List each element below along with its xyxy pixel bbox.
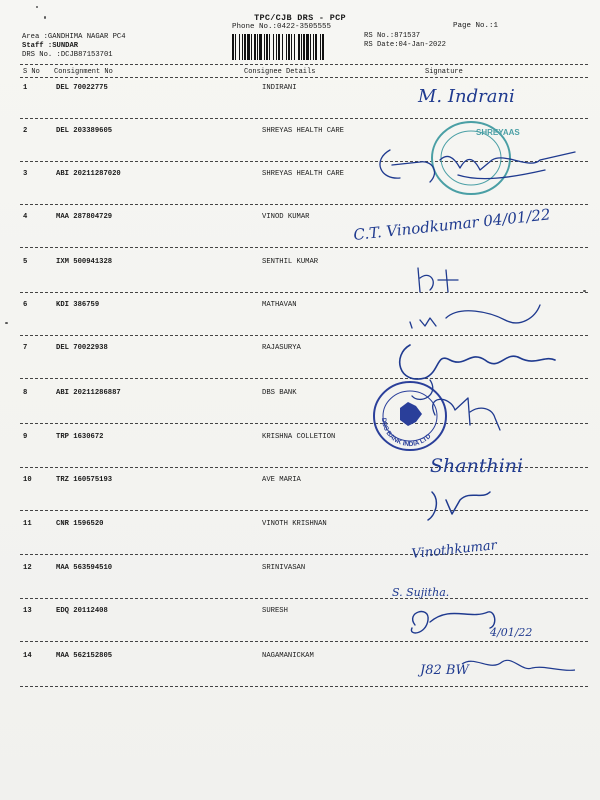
- signature-text-12: S. Sujitha.: [392, 586, 450, 599]
- barcode-bar: [235, 34, 236, 60]
- consignee-name: KRISHNA COLLETION: [262, 433, 336, 441]
- consignee-name: SHREYAS HEALTH CARE: [262, 170, 344, 178]
- table-row: [0, 344, 600, 358]
- consignee-name: NAGAMANICKAM: [262, 652, 314, 660]
- consignment-number: MAA 562152805: [56, 652, 113, 660]
- barcode-bar: [269, 34, 270, 60]
- staff-label: Staff :: [22, 42, 53, 50]
- staff-name: SUNDAR: [52, 42, 79, 50]
- consignment-number: TRZ 160575193: [56, 476, 113, 484]
- table-row: [0, 127, 600, 141]
- row-divider: [20, 378, 588, 379]
- barcode-bar: [310, 34, 311, 60]
- consignment-number: KDI 386759: [56, 301, 100, 309]
- barcode-bar: [244, 34, 246, 60]
- row-divider: [20, 641, 588, 642]
- rs-number: RS No.:871537: [364, 32, 421, 40]
- rs-date: RS Date:04-Jan-2022: [364, 41, 446, 49]
- column-header-consignee: Consignee Details: [244, 68, 316, 76]
- table-row: [0, 389, 600, 403]
- signature-text-4: C.T. Vinodkumar 04/01/22: [352, 205, 552, 244]
- table-row: [0, 213, 600, 227]
- consignment-number: MAA 563594510: [56, 564, 113, 572]
- divider: [20, 77, 588, 78]
- page-number: Page No.:1: [453, 22, 499, 30]
- barcode-bar: [320, 34, 321, 60]
- consignment-number: ABI 20211286887: [56, 389, 121, 397]
- scan-speck: [44, 16, 46, 19]
- row-divider: [20, 554, 588, 555]
- table-row: [0, 258, 600, 272]
- divider: [20, 64, 588, 65]
- scan-speck: [36, 6, 38, 8]
- consignment-number: EDQ 20112408: [56, 607, 108, 615]
- consignment-number: MAA 287804729: [56, 213, 113, 221]
- row-divider: [20, 247, 588, 248]
- barcode-bar: [254, 34, 256, 60]
- signature-text-1: M. Indrani: [418, 86, 515, 107]
- barcode-bar: [294, 34, 295, 60]
- consignee-name: DBS BANK: [262, 389, 297, 397]
- row-serial-number: 6: [23, 301, 28, 309]
- column-header-signature: Signature: [425, 68, 463, 76]
- consignee-name: VINOD KUMAR: [262, 213, 310, 221]
- barcode-bar: [303, 34, 305, 60]
- row-serial-number: 1: [23, 84, 28, 92]
- row-divider: [20, 598, 588, 599]
- stamp-text: SHREYAAS: [476, 128, 520, 137]
- barcode-bar: [291, 34, 292, 60]
- signature-text-9: Shanthini: [430, 455, 524, 477]
- barcode-bar: [239, 34, 240, 60]
- signature-text-13-date: 4/01/22: [490, 626, 533, 639]
- scan-speck: [583, 290, 586, 292]
- row-serial-number: 7: [23, 344, 28, 352]
- row-divider: [20, 118, 588, 119]
- consignment-number: TRP 1630672: [56, 433, 104, 441]
- signature-scribble-10: [428, 492, 490, 520]
- row-serial-number: 10: [23, 476, 32, 484]
- signature-text-11: Vinothkumar: [410, 538, 498, 562]
- barcode-bar: [259, 34, 262, 60]
- consignee-name: AVE MARIA: [262, 476, 301, 484]
- row-divider: [20, 686, 588, 687]
- barcode-bar: [278, 34, 280, 60]
- barcode-bar: [264, 34, 265, 60]
- row-serial-number: 2: [23, 127, 28, 135]
- table-row: [0, 652, 600, 666]
- table-row: [0, 433, 600, 447]
- stamp-text: DBS BANK INDIA LTD: [379, 417, 433, 449]
- barcode-bar: [286, 34, 287, 60]
- barcode-bar: [266, 34, 268, 60]
- row-serial-number: 9: [23, 433, 28, 441]
- barcode-bar: [247, 34, 250, 60]
- table-row: [0, 520, 600, 534]
- row-divider: [20, 292, 588, 293]
- row-divider: [20, 204, 588, 205]
- signature-text-14: J82 BW: [420, 663, 469, 678]
- table-row: [0, 607, 600, 621]
- barcode-bar: [298, 34, 300, 60]
- consignee-name: INDIRANI: [262, 84, 297, 92]
- row-serial-number: 3: [23, 170, 28, 178]
- consignee-name: SHREYAS HEALTH CARE: [262, 127, 344, 135]
- sheet-title: TPC/CJB DRS - PCP: [254, 13, 346, 23]
- consignee-name: VINOTH KRISHNAN: [262, 520, 327, 528]
- row-divider: [20, 161, 588, 162]
- barcode-bar: [306, 34, 309, 60]
- row-serial-number: 12: [23, 564, 32, 572]
- consignment-number: DEL 70022775: [56, 84, 108, 92]
- row-serial-number: 4: [23, 213, 28, 221]
- drs-number: DRS No. :DCJB87153701: [22, 51, 113, 59]
- row-serial-number: 8: [23, 389, 28, 397]
- barcode-bar: [257, 34, 258, 60]
- consignment-number: ABI 20211287020: [56, 170, 121, 178]
- barcode-bar: [313, 34, 314, 60]
- scan-speck: [5, 322, 8, 324]
- barcode-bar: [242, 34, 243, 60]
- column-header-consignment: Consignment No: [54, 68, 113, 76]
- row-divider: [20, 467, 588, 468]
- consignment-number: DEL 70022938: [56, 344, 108, 352]
- consignee-name: MATHAVAN: [262, 301, 297, 309]
- phone-number: Phone No.:0422-3505555: [232, 23, 332, 31]
- barcode-bar: [322, 34, 324, 60]
- consignment-number: IXM 500941328: [56, 258, 113, 266]
- row-serial-number: 5: [23, 258, 28, 266]
- row-divider: [20, 510, 588, 511]
- consignee-name: RAJASURYA: [262, 344, 301, 352]
- barcode-bar: [273, 34, 274, 60]
- barcode-bar: [301, 34, 302, 60]
- consignee-name: SRINIVASAN: [262, 564, 306, 572]
- consignee-name: SENTHIL KUMAR: [262, 258, 319, 266]
- consignment-number: CNR 1596520: [56, 520, 104, 528]
- barcode-bar: [251, 34, 252, 60]
- table-row: [0, 564, 600, 578]
- table-row: [0, 84, 600, 98]
- barcode-bar: [282, 34, 283, 60]
- consignee-name: SURESH: [262, 607, 288, 615]
- row-serial-number: 11: [23, 520, 32, 528]
- row-serial-number: 14: [23, 652, 32, 660]
- table-row: [0, 170, 600, 184]
- barcode-bar: [288, 34, 290, 60]
- table-row: [0, 476, 600, 490]
- barcode-bar: [232, 34, 234, 60]
- barcode-bar: [315, 34, 317, 60]
- row-serial-number: 13: [23, 607, 32, 615]
- staff-line: [22, 42, 78, 51]
- row-divider: [20, 423, 588, 424]
- column-header-sno: S No: [23, 68, 40, 76]
- area-label: Area :GANDHIMA NAGAR PC4: [22, 33, 126, 41]
- row-divider: [20, 335, 588, 336]
- barcode: [232, 34, 356, 60]
- table-row: [0, 301, 600, 315]
- consignment-number: DEL 203389605: [56, 127, 113, 135]
- barcode-bar: [276, 34, 277, 60]
